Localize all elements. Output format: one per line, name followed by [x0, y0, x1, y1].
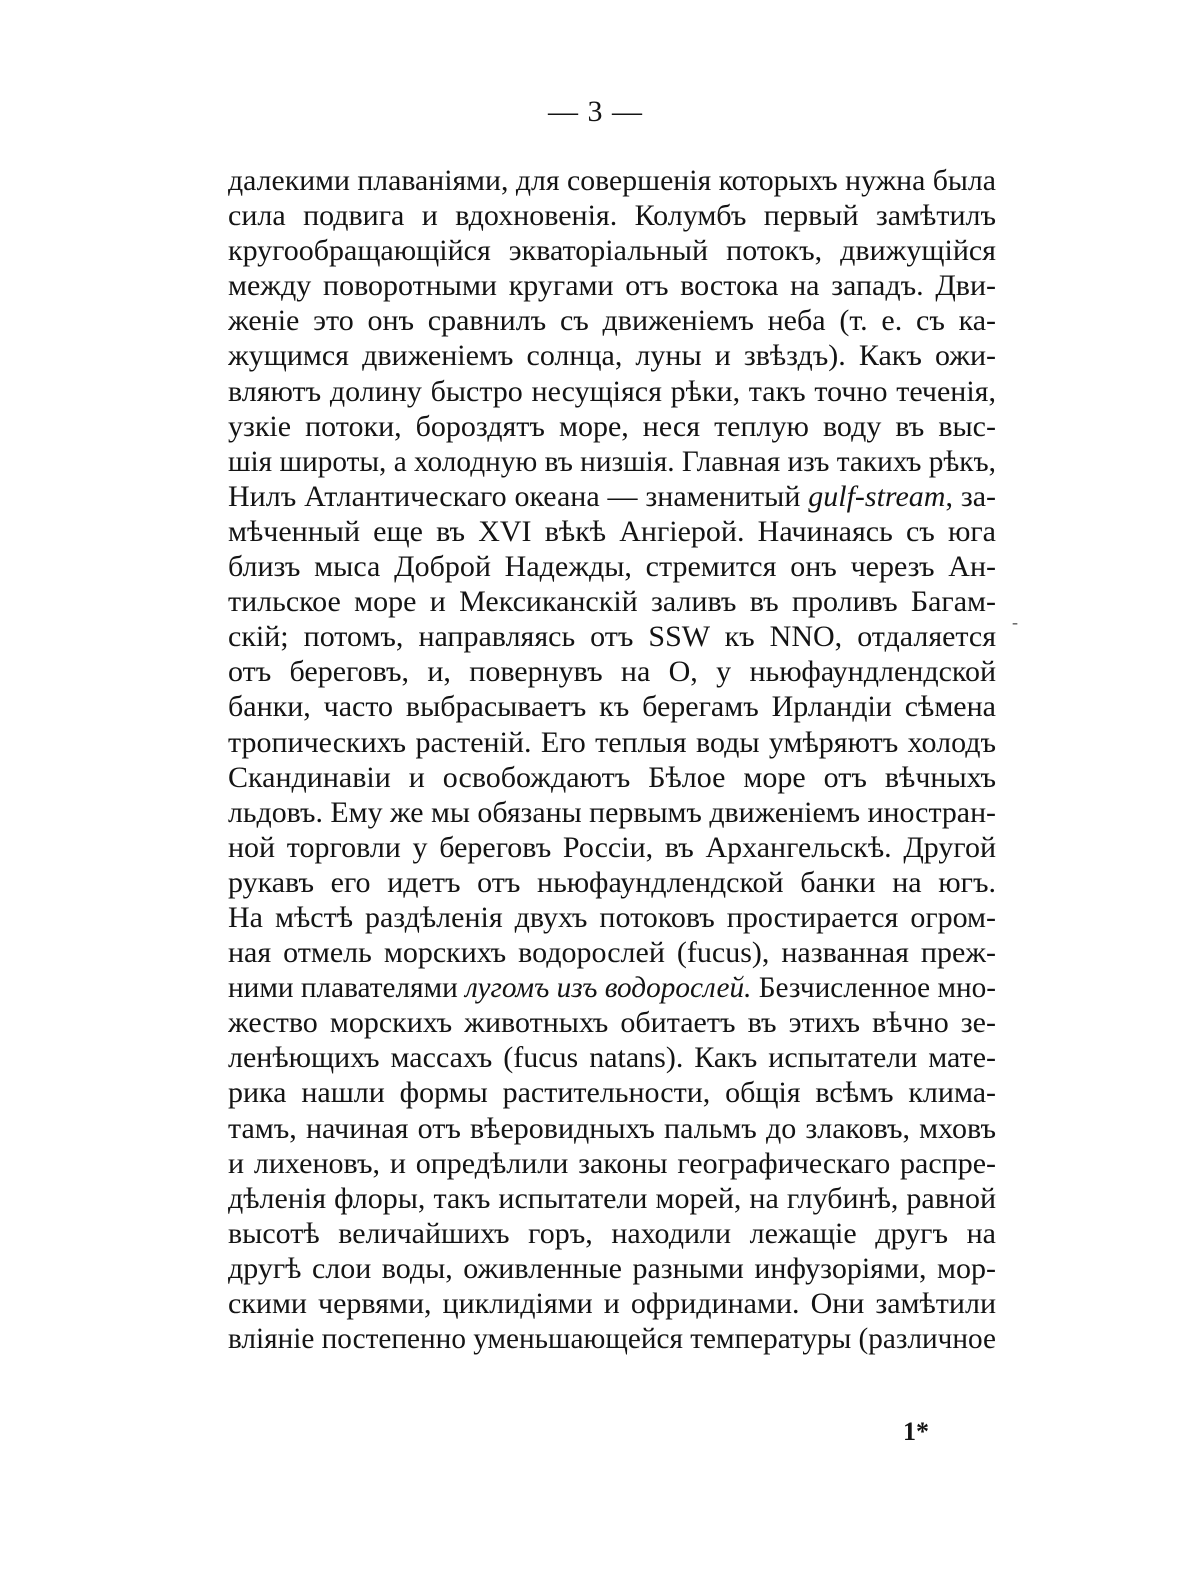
signature-mark: 1*	[903, 1417, 929, 1446]
text-segment: тропическихъ растеній. Его теплыя воды умѣряютъ холодъ	[228, 725, 996, 759]
text-line	[228, 865, 996, 900]
text-line	[228, 1075, 996, 1110]
text-segment: далекими плаваніями, для совершенія которыхъ нужна была	[228, 164, 997, 197]
text-segment: Нилъ Атлантическаго океана — знаменитый	[228, 479, 809, 513]
text-line	[228, 619, 996, 654]
text-line	[228, 338, 996, 373]
text-segment: другѣ слои воды, оживленные разными инфузоріями, мор-	[228, 1251, 996, 1285]
text-segment: вляютъ долину быстро несущіяся рѣки, такъ точно теченія,	[228, 374, 996, 408]
text-line	[228, 830, 996, 865]
text-line	[228, 760, 996, 795]
text-segment: банки, часто выбрасываетъ къ берегамъ Ирландіи сѣмена	[228, 690, 996, 724]
text-line	[228, 1040, 996, 1075]
text-line	[228, 689, 996, 724]
text-segment: скій; потомъ, направляясь отъ SSW къ NNO, отдаляется	[228, 620, 996, 654]
text-segment: ной торговли у береговъ Россіи, въ Архангельскѣ. Другой	[228, 830, 996, 864]
page-number: — 3 —	[548, 95, 643, 128]
text-segment: женіе это онъ сравнилъ съ движеніемъ неба (т. е. съ ка-	[228, 304, 996, 338]
text-segment: жущимся движеніемъ солнца, луны и звѣздъ). Какъ ожи-	[228, 339, 996, 373]
text-segment: ними плавателями	[228, 971, 466, 1005]
text-line	[228, 935, 996, 970]
text-segment: близъ мыса Доброй Надежды, стремится онъ черезъ Ан-	[228, 550, 996, 584]
text-segment: кругообращающійся экваторіальный потокъ, движущійся	[228, 234, 996, 268]
text-segment: между поворотными кругами отъ востока на западъ. Дви-	[228, 269, 996, 303]
text-segment: отъ береговъ, и, повернувъ на O, у ньюфаундлендской	[228, 655, 996, 689]
text-line	[228, 1251, 996, 1286]
text-line	[228, 303, 996, 338]
text-segment: сила подвига и вдохновенія. Колумбъ первый замѣтилъ	[228, 199, 996, 233]
italic-text: лугомъ изъ водорослей.	[465, 971, 752, 1005]
text-segment: тильское море и Мексиканскій заливъ въ проливъ Багам-	[228, 585, 996, 619]
text-line	[228, 654, 996, 689]
text-line	[228, 1216, 996, 1251]
text-line	[228, 725, 996, 760]
text-line	[228, 268, 996, 303]
text-segment: узкіе потоки, бороздятъ море, неся теплую воду въ выс-	[228, 409, 996, 443]
text-line	[228, 1286, 996, 1321]
text-segment: вліяніе постепенно уменьшающейся температуры (различное	[228, 1322, 997, 1356]
text-line	[228, 198, 996, 233]
text-line	[228, 584, 996, 619]
text-segment: и лихеновъ, и опредѣлили законы географическаго распре-	[228, 1146, 996, 1180]
text-line	[228, 409, 996, 444]
text-line	[228, 479, 996, 514]
text-line	[228, 444, 996, 479]
text-line	[228, 1005, 996, 1040]
text-segment: шія широты, а холодную въ низшія. Главная изъ такихъ рѣкъ,	[228, 444, 996, 478]
text-segment: На мѣстѣ раздѣленія двухъ потоковъ простирается огром-	[228, 900, 996, 934]
text-segment: Безчисленное мно-	[751, 971, 997, 1005]
text-line	[228, 795, 996, 830]
body-paragraph	[228, 163, 996, 1356]
text-line	[228, 374, 996, 409]
text-segment: скими червями, циклидіями и офридинами. Они замѣтили	[228, 1287, 996, 1320]
text-line	[228, 514, 996, 549]
text-segment: льдовъ. Ему же мы обязаны первымъ движеніемъ иностран-	[228, 795, 997, 829]
text-segment: Скандинавіи и освобождаютъ Бѣлое море отъ вѣчныхъ	[228, 760, 996, 794]
text-segment: жество морскихъ животныхъ обитаетъ въ этихъ вѣчно зе-	[228, 1006, 996, 1040]
text-line	[228, 970, 996, 1005]
text-line	[228, 163, 996, 198]
text-segment: ленѣющихъ массахъ (fucus natans). Какъ испытатели мате-	[228, 1041, 996, 1075]
text-line	[228, 1146, 996, 1181]
text-segment: рукавъ его идетъ отъ ньюфаундлендской банки на югъ.	[228, 865, 996, 899]
text-line	[228, 1181, 996, 1216]
text-line	[228, 1321, 996, 1356]
text-line	[228, 233, 996, 268]
text-segment: ная отмель морскихъ водорослей (fucus), названная преж-	[228, 936, 996, 970]
italic-text: gulf-stream	[808, 479, 946, 513]
text-segment: дѣленія флоры, такъ испытатели морей, на глубинѣ, равной	[228, 1181, 996, 1215]
text-line	[228, 900, 996, 935]
text-line	[228, 1111, 996, 1146]
text-segment: тамъ, начиная отъ вѣеровидныхъ пальмъ до злаковъ, мховъ	[228, 1111, 996, 1145]
text-segment: рика нашли формы растительности, общія всѣмъ клима-	[228, 1076, 996, 1110]
text-segment: высотѣ величайшихъ горъ, находили лежащіе другъ на	[228, 1216, 996, 1250]
text-line	[228, 549, 996, 584]
text-segment: , за-	[945, 479, 996, 513]
margin-mark: -	[1012, 612, 1018, 632]
text-segment: мѣченный еще въ XVI вѣкѣ Ангіерой. Начинаясь съ юга	[228, 514, 996, 548]
